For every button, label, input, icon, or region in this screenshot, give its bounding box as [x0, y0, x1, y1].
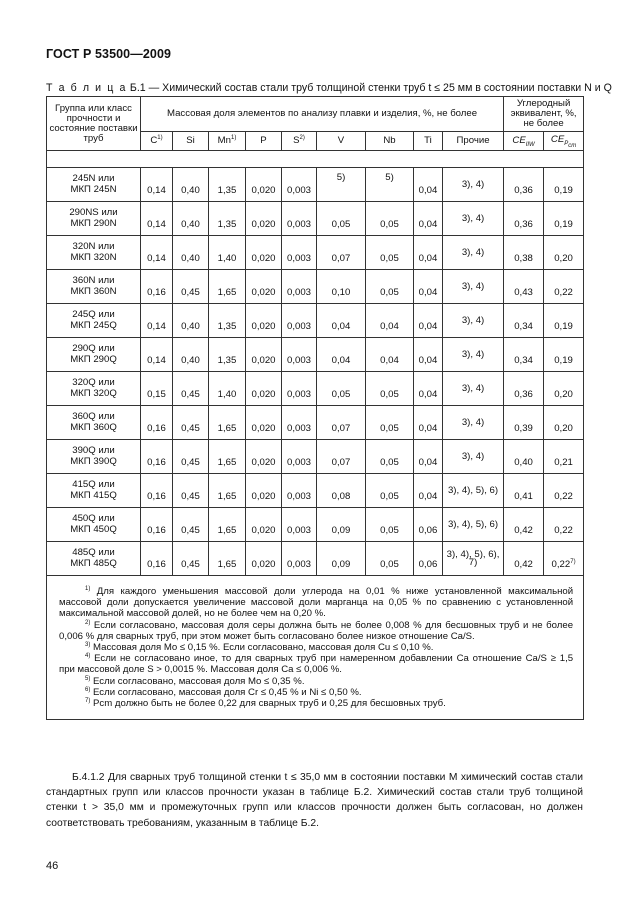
- cell-ti: 0,04: [414, 168, 443, 202]
- col-p: P: [246, 132, 282, 151]
- cell-ti: 0,04: [414, 406, 443, 440]
- cell-s: 0,003: [282, 508, 317, 542]
- cell-cp: 0,20: [544, 406, 584, 440]
- cell-v: 0,10: [317, 270, 366, 304]
- cell-c: 0,16: [141, 270, 173, 304]
- cell-v: 0,08: [317, 474, 366, 508]
- footnotes: [47, 576, 584, 720]
- cell-si: 0,40: [173, 236, 209, 270]
- group-line-1: 415Q или: [72, 478, 115, 490]
- cell-c: 0,16: [141, 474, 173, 508]
- cell-ce: 0,36: [504, 202, 544, 236]
- document-header: ГОСТ Р 53500—2009: [46, 47, 172, 61]
- cell-v: 0,07: [317, 440, 366, 474]
- group-line-1: 290NS или: [69, 206, 118, 218]
- footnote: $^{2)}$ Если согласовано, массовая доля серы должна быть не более 0,008 % для бесшовных труб и не более 0,006 % для сварных труб, при этом может быть согласовано более низкое отношение Ca/S.: [59, 619, 574, 642]
- group-cell: [47, 440, 141, 474]
- notes-body: [47, 576, 584, 720]
- cell-cp: 0,22: [544, 270, 584, 304]
- spacer-row: [47, 151, 584, 168]
- cell-pr: 3), 4), 5), 6): [443, 508, 504, 542]
- cell-c: 0,15: [141, 372, 173, 406]
- cell-cp: 0,20: [544, 236, 584, 270]
- cell-cp: 0,19: [544, 338, 584, 372]
- cell-p: 0,020: [246, 508, 282, 542]
- cell-ti: 0,04: [414, 304, 443, 338]
- cell-s: 0,003: [282, 304, 317, 338]
- cell-mn: 1,40: [209, 236, 246, 270]
- group-line-1: 245N или: [72, 172, 115, 184]
- table-row: [47, 168, 584, 202]
- cell-c: 0,14: [141, 168, 173, 202]
- cell-v: 0,05: [317, 372, 366, 406]
- cell-si: 0,40: [173, 202, 209, 236]
- cell-cp: 0,20: [544, 372, 584, 406]
- cell-nb: 0,05: [366, 474, 414, 508]
- col-v: V: [317, 132, 366, 151]
- cell-p: 0,020: [246, 168, 282, 202]
- cell-s: 0,003: [282, 202, 317, 236]
- notes-row: [47, 576, 584, 720]
- cell-si: 0,45: [173, 440, 209, 474]
- group-line-1: 360N или: [72, 274, 115, 286]
- cell-c: 0,16: [141, 508, 173, 542]
- col-ce-iiw: $CE_{IIW}$: [504, 132, 544, 151]
- group-line-1: 320N или: [72, 240, 115, 252]
- col-ce-pcm: $CE_{P_{cm}}$: [544, 132, 584, 151]
- cell-p: 0,020: [246, 542, 282, 576]
- cell-ti: 0,04: [414, 338, 443, 372]
- footnote: $^{1)}$ Для каждого уменьшения массовой доли углерода на 0,01 % ниже установленной максимальной массовой доли допускается увеличение массовой доли марганца на 0,05 % по сравнению с установленной максимальной массовой долей, но не более чем на 0,20 %.: [59, 585, 574, 620]
- col-ti: Ti: [414, 132, 443, 151]
- cell-v: 0,07: [317, 406, 366, 440]
- group-line-1: 450Q или: [72, 512, 115, 524]
- cell-nb: 0,05: [366, 508, 414, 542]
- cell-si: 0,45: [173, 406, 209, 440]
- table-row: [47, 406, 584, 440]
- cell-s: 0,003: [282, 474, 317, 508]
- cell-cp: 0,19: [544, 202, 584, 236]
- cell-ce: 0,42: [504, 542, 544, 576]
- page-number: 46: [46, 860, 59, 872]
- cell-ti: 0,06: [414, 508, 443, 542]
- cell-c: 0,16: [141, 542, 173, 576]
- group-line-2: МКП 320N: [70, 252, 117, 263]
- cell-nb: 0,04: [366, 338, 414, 372]
- col-nb: Nb: [366, 132, 414, 151]
- group-line-1: 360Q или: [72, 410, 115, 422]
- col-other: Прочие: [443, 132, 504, 151]
- table-row: [47, 440, 584, 474]
- cell-ti: 0,04: [414, 440, 443, 474]
- cell-pr: 3), 4), 5), 6), 7): [443, 542, 504, 576]
- cell-pr: 3), 4): [443, 236, 504, 270]
- cell-nb: 0,05: [366, 440, 414, 474]
- cell-s: 0,003: [282, 270, 317, 304]
- table-row: [47, 304, 584, 338]
- cell-nb: 0,05: [366, 372, 414, 406]
- chemical-composition-table: [46, 96, 584, 720]
- group-line-1: 245Q или: [72, 308, 115, 320]
- table-row: [47, 474, 584, 508]
- group-line-2: МКП 290N: [70, 218, 117, 229]
- cell-p: 0,020: [246, 236, 282, 270]
- cell-mn: 1,35: [209, 202, 246, 236]
- cell-ce: 0,36: [504, 168, 544, 202]
- cell-mn: 1,65: [209, 508, 246, 542]
- group-cell: [47, 236, 141, 270]
- cell-pr: 3), 4): [443, 304, 504, 338]
- cell-v: 0,04: [317, 338, 366, 372]
- group-line-1: 485Q или: [72, 546, 115, 558]
- group-cell: [47, 304, 141, 338]
- table-row: [47, 270, 584, 304]
- cell-si: 0,45: [173, 372, 209, 406]
- cell-pr: 3), 4): [443, 168, 504, 202]
- cell-s: 0,003: [282, 372, 317, 406]
- table-row: [47, 372, 584, 406]
- cell-p: 0,020: [246, 474, 282, 508]
- table-body: [47, 97, 584, 168]
- cell-ce: 0,40: [504, 440, 544, 474]
- group-cell: [47, 508, 141, 542]
- footnote: $^{3)}$ Массовая доля Mo ≤ 0,15 %. Если согласовано, массовая доля Cu ≤ 0,10 %.: [85, 641, 434, 654]
- cell-ce: 0,39: [504, 406, 544, 440]
- group-line-2: МКП 415Q: [70, 490, 117, 501]
- cell-c: 0,14: [141, 304, 173, 338]
- cell-s: 0,003: [282, 440, 317, 474]
- cell-nb: 5): [366, 168, 414, 202]
- mass-fraction-header: Массовая доля элементов по анализу плавки и изделия, %, не более: [141, 97, 504, 132]
- cell-mn: 1,65: [209, 440, 246, 474]
- cell-pr: 3), 4): [443, 372, 504, 406]
- caption-prefix: Т а б л и ц а: [46, 82, 127, 94]
- group-line-2: МКП 360Q: [70, 422, 117, 433]
- cell-mn: 1,35: [209, 304, 246, 338]
- cell-c: 0,14: [141, 338, 173, 372]
- cell-mn: 1,35: [209, 338, 246, 372]
- group-cell: [47, 338, 141, 372]
- cell-s: 0,003: [282, 236, 317, 270]
- group-line-2: МКП 450Q: [70, 524, 117, 535]
- group-line-2: МКП 320Q: [70, 388, 117, 399]
- cell-s: 0,003: [282, 338, 317, 372]
- cell-v: 0,09: [317, 542, 366, 576]
- table-row: [47, 338, 584, 372]
- cell-ce: 0,43: [504, 270, 544, 304]
- header-row-1: [47, 97, 584, 132]
- cell-ti: 0,04: [414, 270, 443, 304]
- carbon-equivalent-header: Углеродный эквивалент, %, не более: [504, 97, 584, 132]
- cell-si: 0,40: [173, 338, 209, 372]
- cell-p: 0,020: [246, 440, 282, 474]
- pcm-footnote-mark: 7): [570, 558, 576, 565]
- cell-si: 0,45: [173, 270, 209, 304]
- cell-nb: 0,04: [366, 304, 414, 338]
- cell-pr: 3), 4): [443, 406, 504, 440]
- cell-ti: 0,04: [414, 236, 443, 270]
- cell-ce: 0,36: [504, 372, 544, 406]
- table-row: [47, 542, 584, 576]
- group-cell: [47, 542, 141, 576]
- table-caption: [46, 82, 612, 94]
- cell-pr: 3), 4): [443, 270, 504, 304]
- cell-v: 0,04: [317, 304, 366, 338]
- cell-si: 0,45: [173, 542, 209, 576]
- group-header: Группа или класс прочности и состояние поставки труб: [47, 97, 141, 151]
- group-line-2: МКП 390Q: [70, 456, 117, 467]
- group-line-2: МКП 360N: [70, 286, 117, 297]
- group-line-2: МКП 485Q: [70, 558, 117, 569]
- group-line-1: 390Q или: [72, 444, 115, 456]
- cell-cp: 0,22$^{7)}$: [544, 542, 584, 576]
- cell-v: 0,05: [317, 202, 366, 236]
- group-cell: [47, 406, 141, 440]
- cell-ti: 0,06: [414, 542, 443, 576]
- cell-ce: 0,42: [504, 508, 544, 542]
- group-cell: [47, 202, 141, 236]
- footnote: $^{7)}$ Pcm должно быть не более 0,22 для сварных труб и 0,25 для бесшовных труб.: [85, 697, 446, 710]
- cell-p: 0,020: [246, 372, 282, 406]
- cell-cp: 0,22: [544, 508, 584, 542]
- group-line-1: 290Q или: [72, 342, 115, 354]
- footnote: $^{5)}$ Если согласовано, массовая доля Mo ≤ 0,35 %.: [85, 675, 305, 687]
- cell-s: 0,003: [282, 406, 317, 440]
- cell-c: 0,16: [141, 440, 173, 474]
- cell-nb: 0,05: [366, 406, 414, 440]
- table-row: [47, 508, 584, 542]
- table-row: [47, 202, 584, 236]
- cell-cp: 0,19: [544, 304, 584, 338]
- cell-p: 0,020: [246, 202, 282, 236]
- cell-mn: 1,65: [209, 406, 246, 440]
- cell-cp: 0,22: [544, 474, 584, 508]
- cell-c: 0,16: [141, 406, 173, 440]
- paragraph-b412: Б.4.1.2 Для сварных труб толщиной стенки t ≤ 35,0 мм в состоянии поставки M химический состав стали стандартных групп или классов прочности указан в таблице Б.2. Химический состав стали труб толщиной стенки t > 35,0 мм и промежуточных групп или классов прочности должен быть согласован, но должен соответствовать требованиям, указанным в таблице Б.2.: [46, 772, 583, 829]
- cell-nb: 0,05: [366, 542, 414, 576]
- group-cell: [47, 168, 141, 202]
- cell-mn: 1,65: [209, 474, 246, 508]
- cell-ti: 0,04: [414, 202, 443, 236]
- cell-ce: 0,34: [504, 304, 544, 338]
- data-rows: [47, 168, 584, 576]
- cell-pr: 3), 4): [443, 440, 504, 474]
- group-cell: [47, 474, 141, 508]
- cell-mn: 1,35: [209, 168, 246, 202]
- cell-v: 0,07: [317, 236, 366, 270]
- cell-ti: 0,04: [414, 474, 443, 508]
- cell-nb: 0,05: [366, 270, 414, 304]
- cell-ti: 0,04: [414, 372, 443, 406]
- cell-pr: 3), 4): [443, 338, 504, 372]
- cell-p: 0,020: [246, 270, 282, 304]
- col-mn: Mn$^{1)}$: [209, 132, 246, 151]
- cell-ce: 0,34: [504, 338, 544, 372]
- cell-p: 0,020: [246, 304, 282, 338]
- col-si: Si: [173, 132, 209, 151]
- footnote: $^{4)}$ Если не согласовано иное, то для сварных труб при намеренном добавлении Ca отношение Ca/S ≥ 1,5 при массовой доле S > 0,0015 %. Массовая доля Ca ≤ 0,006 %.: [59, 653, 574, 676]
- group-line-1: 320Q или: [72, 376, 115, 388]
- cell-ce: 0,41: [504, 474, 544, 508]
- cell-v: 5): [317, 168, 366, 202]
- cell-v: 0,09: [317, 508, 366, 542]
- cell-c: 0,14: [141, 202, 173, 236]
- group-line-2: МКП 245Q: [70, 320, 117, 331]
- cell-si: 0,45: [173, 474, 209, 508]
- cell-pr: 3), 4), 5), 6): [443, 474, 504, 508]
- cell-c: 0,14: [141, 236, 173, 270]
- cell-nb: 0,05: [366, 202, 414, 236]
- group-line-2: МКП 290Q: [70, 354, 117, 365]
- cell-mn: 1,65: [209, 542, 246, 576]
- table-row: [47, 236, 584, 270]
- cell-ce: 0,38: [504, 236, 544, 270]
- cell-s: 0,003: [282, 168, 317, 202]
- caption-text: Б.1 — Химический состав стали труб толщиной стенки труб t ≤ 25 мм в состоянии поставки N и Q: [126, 82, 612, 94]
- cell-cp: 0,19: [544, 168, 584, 202]
- cell-p: 0,020: [246, 406, 282, 440]
- col-c: $C^{1)}$: [141, 132, 173, 151]
- cell-mn: 1,65: [209, 270, 246, 304]
- cell-cp: 0,21: [544, 440, 584, 474]
- cell-mn: 1,40: [209, 372, 246, 406]
- col-s: $S^{2)}$: [282, 132, 317, 151]
- cell-s: 0,003: [282, 542, 317, 576]
- cell-pr: 3), 4): [443, 202, 504, 236]
- group-cell: [47, 270, 141, 304]
- group-line-2: МКП 245N: [70, 184, 117, 195]
- cell-si: 0,45: [173, 508, 209, 542]
- footnote: $^{6)}$ Если согласовано, массовая доля Cr ≤ 0,45 % и Ni ≤ 0,50 %.: [85, 686, 362, 698]
- group-cell: [47, 372, 141, 406]
- cell-nb: 0,05: [366, 236, 414, 270]
- cell-si: 0,40: [173, 168, 209, 202]
- cell-p: 0,020: [246, 338, 282, 372]
- cell-si: 0,40: [173, 304, 209, 338]
